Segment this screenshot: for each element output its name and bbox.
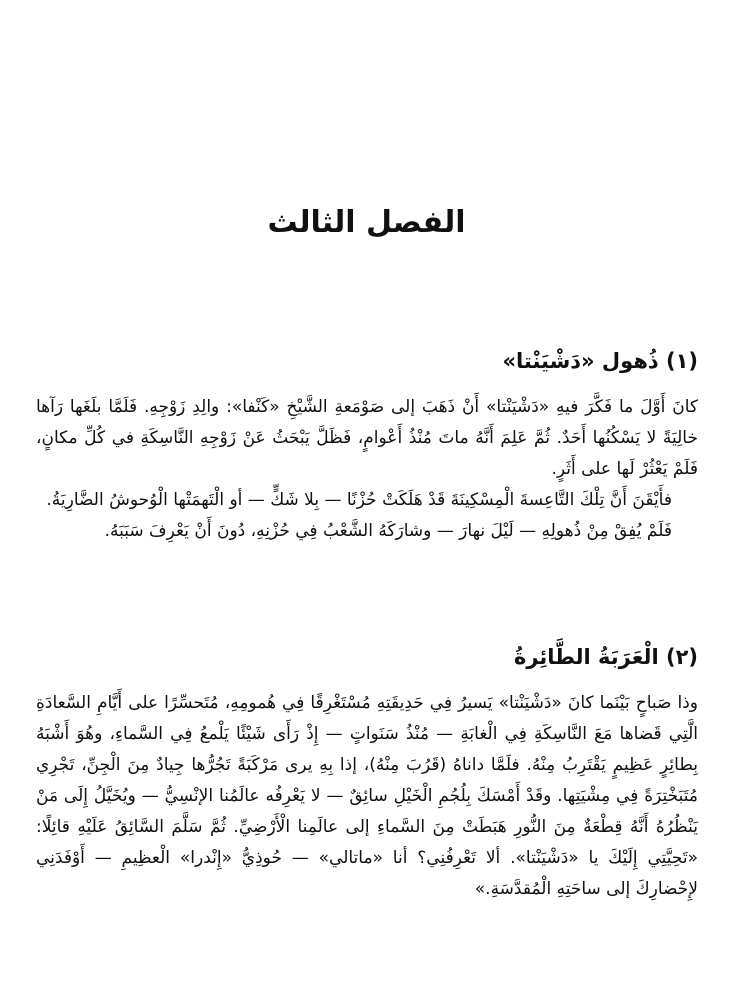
chapter-title: الفصل الثالث bbox=[267, 205, 466, 240]
paragraph: كانَ أَوَّلَ ما فَكَّرَ فيهِ «دَشْيَنْتا» أَنْ ذَهَبَ إلى صَوْمَعةِ الشَّيْخِ «كَنْفا»: والِدِ زَوْجِهِ. فَلَمَّا بلَغَها رَآها خالِيَةً لا يَسْكُنُها أَحَدٌ. ثُمَّ عَلِمَ أَنَّهُ ماتَ مُنْذُ أَعْوامٍ، فَظَلَّ يَبْحَثُ عَنْ زَوْجِهِ النَّاسِكَةِ في كُلِّ مكانٍ، فَلَمْ يَعْثُرْ لَها على أَثَرٍ. bbox=[36, 397, 698, 479]
section-heading: (١) ذُهول «دَشْيَنْتا» bbox=[502, 349, 698, 373]
paragraph: فَلَمْ يُفِقْ مِنْ ذُهولِهِ — لَيْلَ نهارَ — وشارَكَهُ الشَّعْبُ فِي حُزْنِهِ، دُونَ أَنْ يَعْرِفَ سَبَبَهُ. bbox=[104, 521, 672, 541]
paragraph: فأَيْقَنَ أَنَّ تِلْكَ التَّاعِسةَ الْمِسْكِينَةَ قَدْ هَلَكَتْ حُزْنًا — بِلا شَكٍّ — أو الْتَهمَتْها الْوُحوشُ الضَّارِيَةُ. bbox=[46, 490, 672, 510]
section-1 bbox=[36, 346, 698, 547]
paragraph: وذا صَباحٍ بَيْنَما كانَ «دَشْيَنْتا» يَسيرُ فِي حَدِيقَتِهِ مُسْتَغْرِقًا فِي هُمومِهِ، مُتَحسِّرًا على أَيَّامِ السَّعادَةِ الَّتِي قَضاها مَعَ النَّاسِكَةِ فِي الْغابَةِ — مُنْذُ سَنَواتٍ — إِذْ رَأَى شَيْئًا يَلْمعُ فِي السَّماءِ، وهُوَ أَشْبَهُ بِطائِرٍ عَظِيمٍ يَقْتَرِبُ مِنْهُ. فلَمَّا داناهُ (قَرُبَ مِنْهُ)، إذا بِهِ يرى مَرْكَبَةً تَجُرُّها جِيادٌ مِنَ الْجِنِّ، تَجْرِي مُتَبَخْتِرَةً فِي مِشْيَتِها. وقَدْ أَمْسَكَ بِلُجُمِ الْخَيْلِ سائِقٌ — لا يَعْرِفُه عالَمُنا الإنْسِيُّ — ويُخَيَّلُ إِلَى مَنْ يَنْظُرُهُ أَنَّهُ قِطْعَةٌ مِنَ النُّورِ هَبَطَتْ مِنَ السَّماءِ إلى عالَمِنا الْأَرْضِيِّ. ثُمَّ سَلَّمَ السَّائِقُ عَلَيْهِ قائِلًا: «تَحِيَّتِي إِلَيْكَ يا «دَشْيَنْتا». ألا تَعْرِفُنِي؟ أنا «ماتالي» — حُوذِيُّ «إِنْدرا» الْعظِيمِ — أَوْفَدَنِي لإِحْضارِكَ إلى ساحَتِهِ الْمُقدَّسَةِ.» bbox=[36, 693, 698, 899]
section-heading: (٢) الْعَرَبَةُ الطَّائِرةُ bbox=[513, 645, 698, 669]
section-2 bbox=[36, 642, 698, 905]
